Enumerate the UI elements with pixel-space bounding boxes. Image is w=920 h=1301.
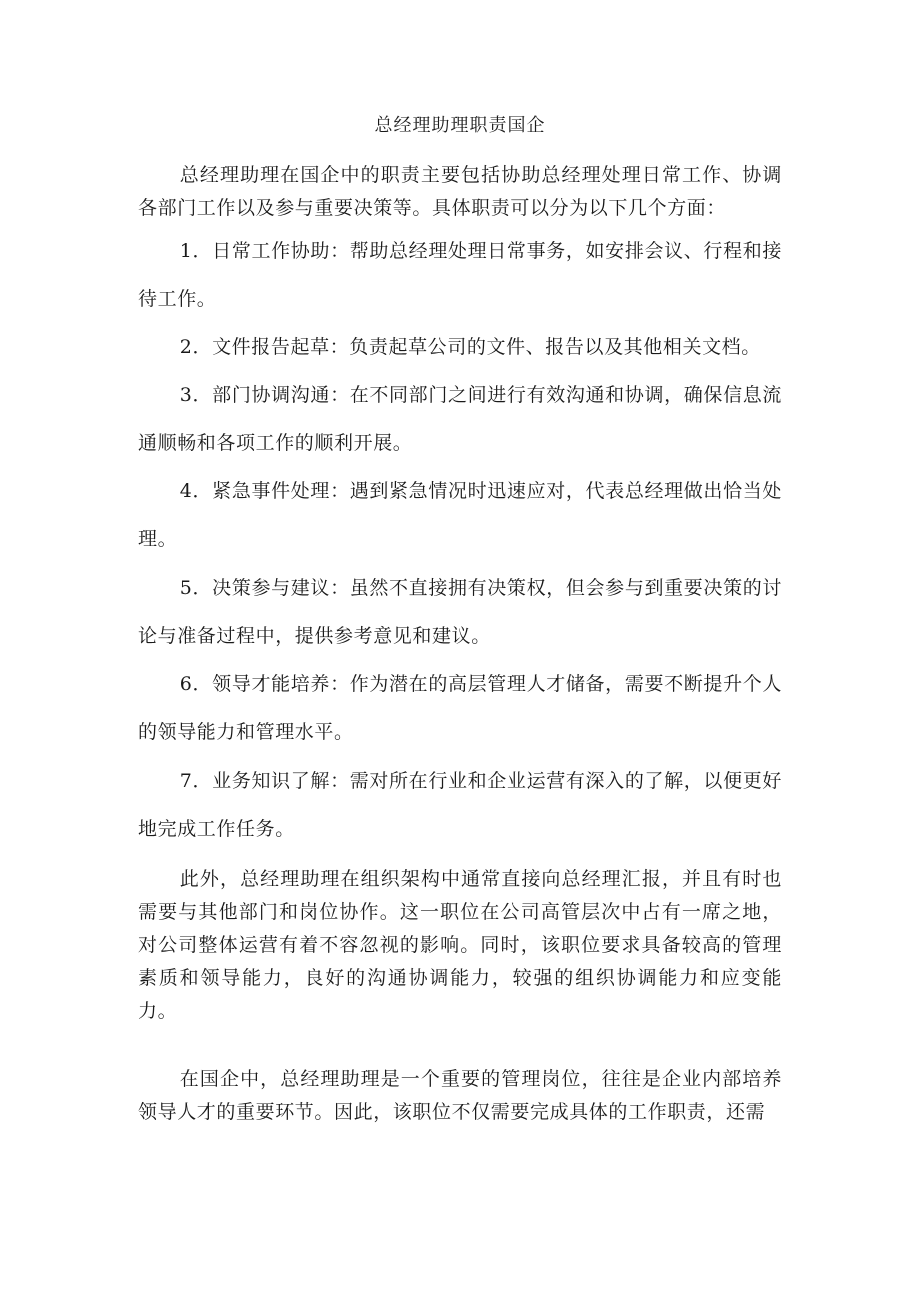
document-title: 总经理助理职责国企 bbox=[374, 115, 546, 136]
additional-paragraph: 此外，总经理助理在组织架构中通常直接向总经理汇报，并且有时也需要与其他部门和岗位协作。这一职位在公司高管层次中占有一席之地，对公司整体运营有着不容忽视的影响。同时，该职位要求具备较高的管理素质和领导能力，良好的沟通协调能力，较强的组织协调能力和应变能力。 bbox=[138, 868, 782, 1022]
intro-paragraph: 总经理助理在国企中的职责主要包括协助总经理处理日常工作、协调各部门工作以及参与重要决策等。具体职责可以分为以下几个方面： bbox=[138, 164, 782, 219]
duty-item-2: 2．文件报告起草：负责起草公司的文件、报告以及其他相关文档。 bbox=[179, 336, 761, 358]
duty-item-5: 5．决策参与建议：虽然不直接拥有决策权，但会参与到重要决策的讨论与准备过程中，提供参考意见和建议。 bbox=[138, 577, 782, 647]
duty-item-1: 1．日常工作协助：帮助总经理处理日常事务，如安排会议、行程和接待工作。 bbox=[138, 240, 782, 310]
duty-item-4: 4．紧急事件处理：遇到紧急情况时迅速应对，代表总经理做出恰当处理。 bbox=[138, 480, 782, 550]
duty-item-7: 7．业务知识了解：需对所在行业和企业运营有深入的了解，以便更好地完成工作任务。 bbox=[138, 770, 782, 840]
state-owned-paragraph: 在国企中，总经理助理是一个重要的管理岗位，往往是企业内部培养领导人才的重要环节。因此，该职位不仅需要完成具体的工作职责，还需 bbox=[138, 1068, 782, 1123]
duty-item-6: 6．领导才能培养：作为潜在的高层管理人才储备，需要不断提升个人的领导能力和管理水平。 bbox=[138, 673, 782, 743]
duty-item-3: 3．部门协调沟通：在不同部门之间进行有效沟通和协调，确保信息流通顺畅和各项工作的顺利开展。 bbox=[138, 384, 782, 454]
